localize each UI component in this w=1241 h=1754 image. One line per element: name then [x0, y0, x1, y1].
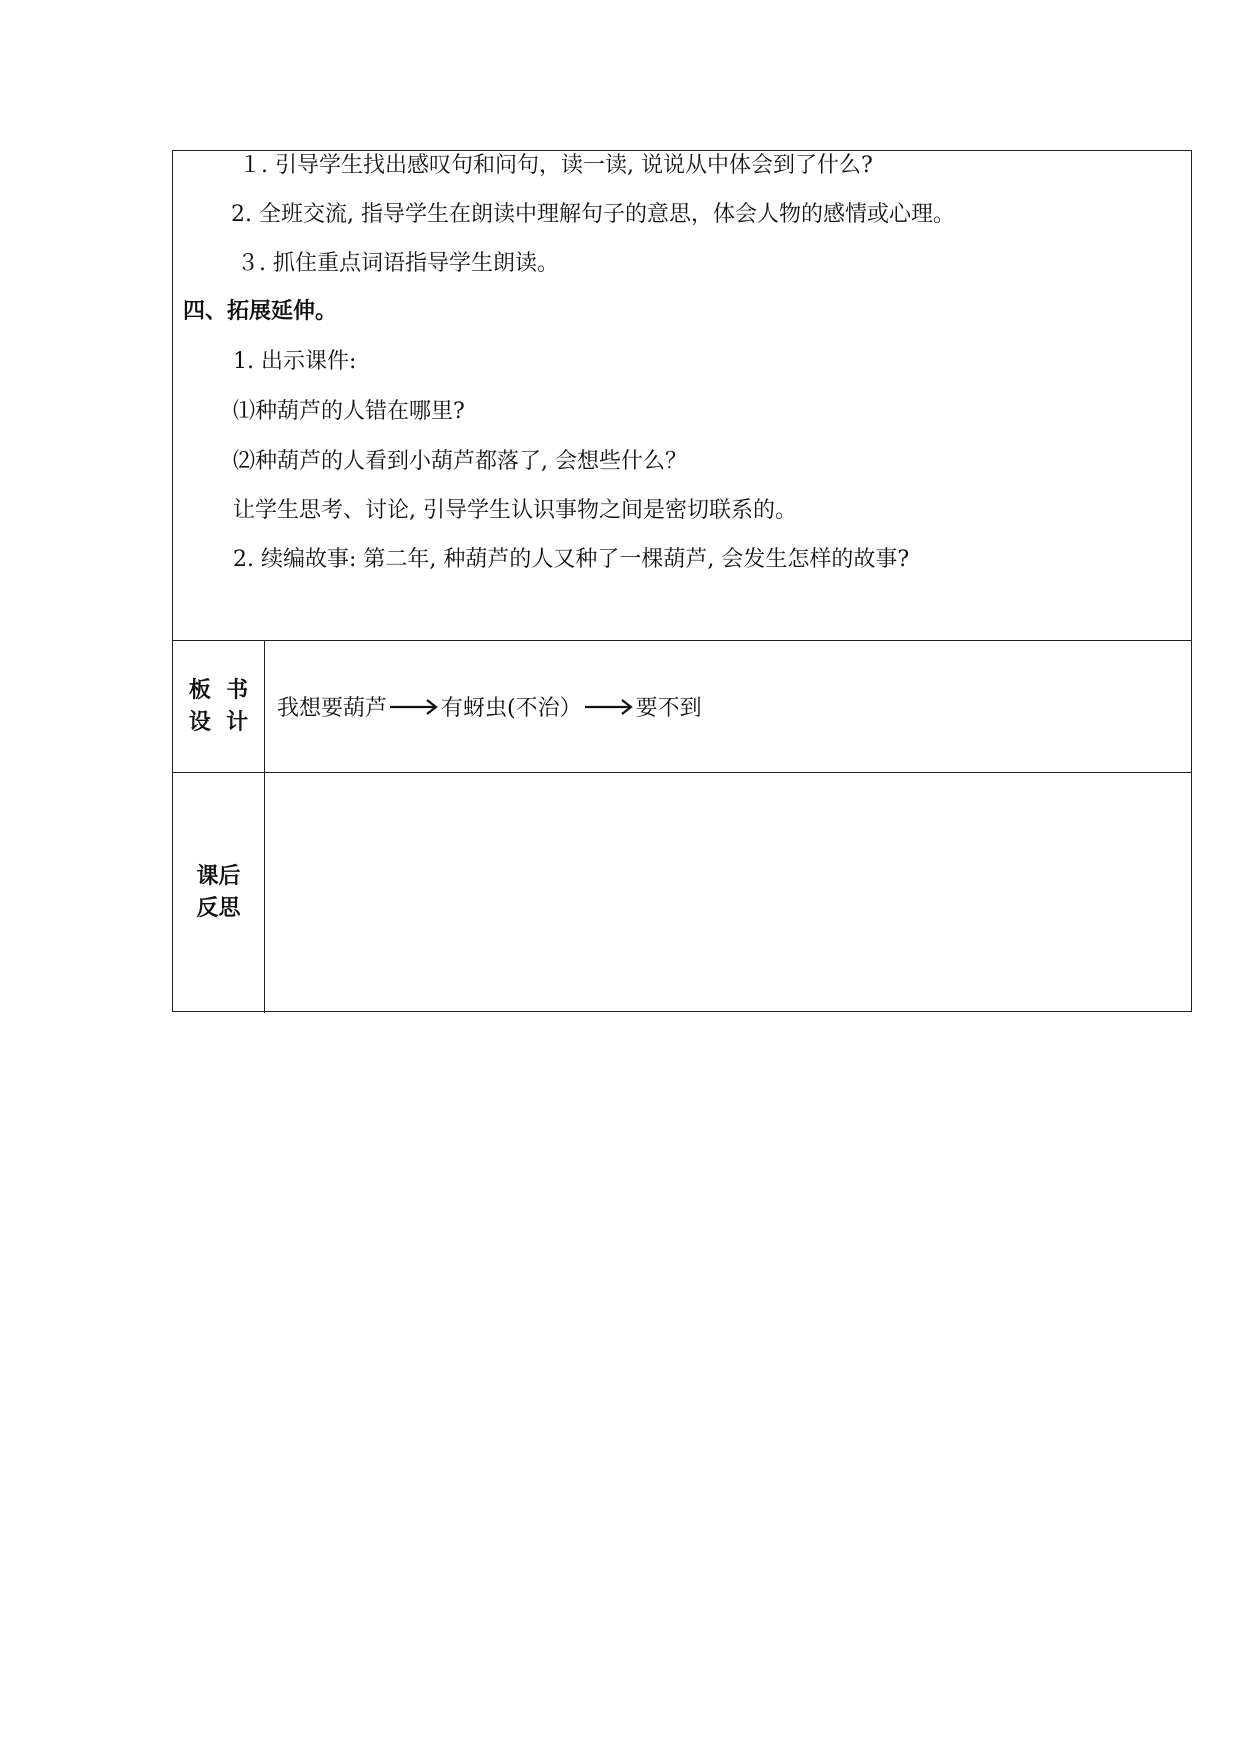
board-design-flow — [277, 641, 702, 772]
long-right-arrow-icon — [389, 697, 439, 717]
board-design-content — [265, 641, 1191, 772]
board-design-row — [173, 641, 1191, 773]
section-heading: 四、拓展延伸。 — [183, 299, 338, 324]
board-item-aphids: 有蚜虫(不治） — [441, 696, 582, 721]
board-design-label-line1: 板 书 — [188, 677, 249, 703]
extension-line-4: 让学生思考、讨论, 引导学生认识事物之间是密切联系的。 — [233, 498, 797, 523]
reflection-row — [173, 773, 1191, 1013]
long-right-arrow-icon — [584, 697, 634, 717]
board-design-label — [173, 641, 265, 772]
step-line-2: 2. 全班交流, 指导学生在朗读中理解句子的意思，体会人物的感情或心理。 — [231, 202, 955, 227]
board-item-want-gourd: 我想要葫芦 — [277, 696, 388, 721]
step-line-1: １. 引导学生找出感叹句和问句，读一读, 说说从中体会到了什么? — [239, 153, 873, 178]
step-line-3: ３. 抓住重点词语指导学生朗读。 — [237, 251, 559, 276]
extension-line-5: 2. 续编故事: 第二年, 种葫芦的人又种了一棵葫芦, 会发生怎样的故事? — [233, 547, 910, 572]
reflection-label-line1: 课后 — [196, 864, 241, 889]
reflection-label-line2: 反思 — [196, 896, 241, 921]
board-item-cannot-get: 要不到 — [635, 696, 702, 721]
extension-line-3: ⑵种葫芦的人看到小葫芦都落了, 会想些什么？ — [233, 449, 687, 474]
teaching-steps-row — [173, 151, 1191, 641]
extension-line-1: 1. 出示课件: — [233, 349, 357, 374]
reflection-content — [265, 773, 1191, 1013]
extension-line-2: ⑴种葫芦的人错在哪里? — [233, 399, 465, 424]
reflection-label — [173, 773, 265, 1013]
board-design-label-line2: 设 计 — [188, 709, 249, 735]
lesson-plan-table — [172, 150, 1192, 1012]
